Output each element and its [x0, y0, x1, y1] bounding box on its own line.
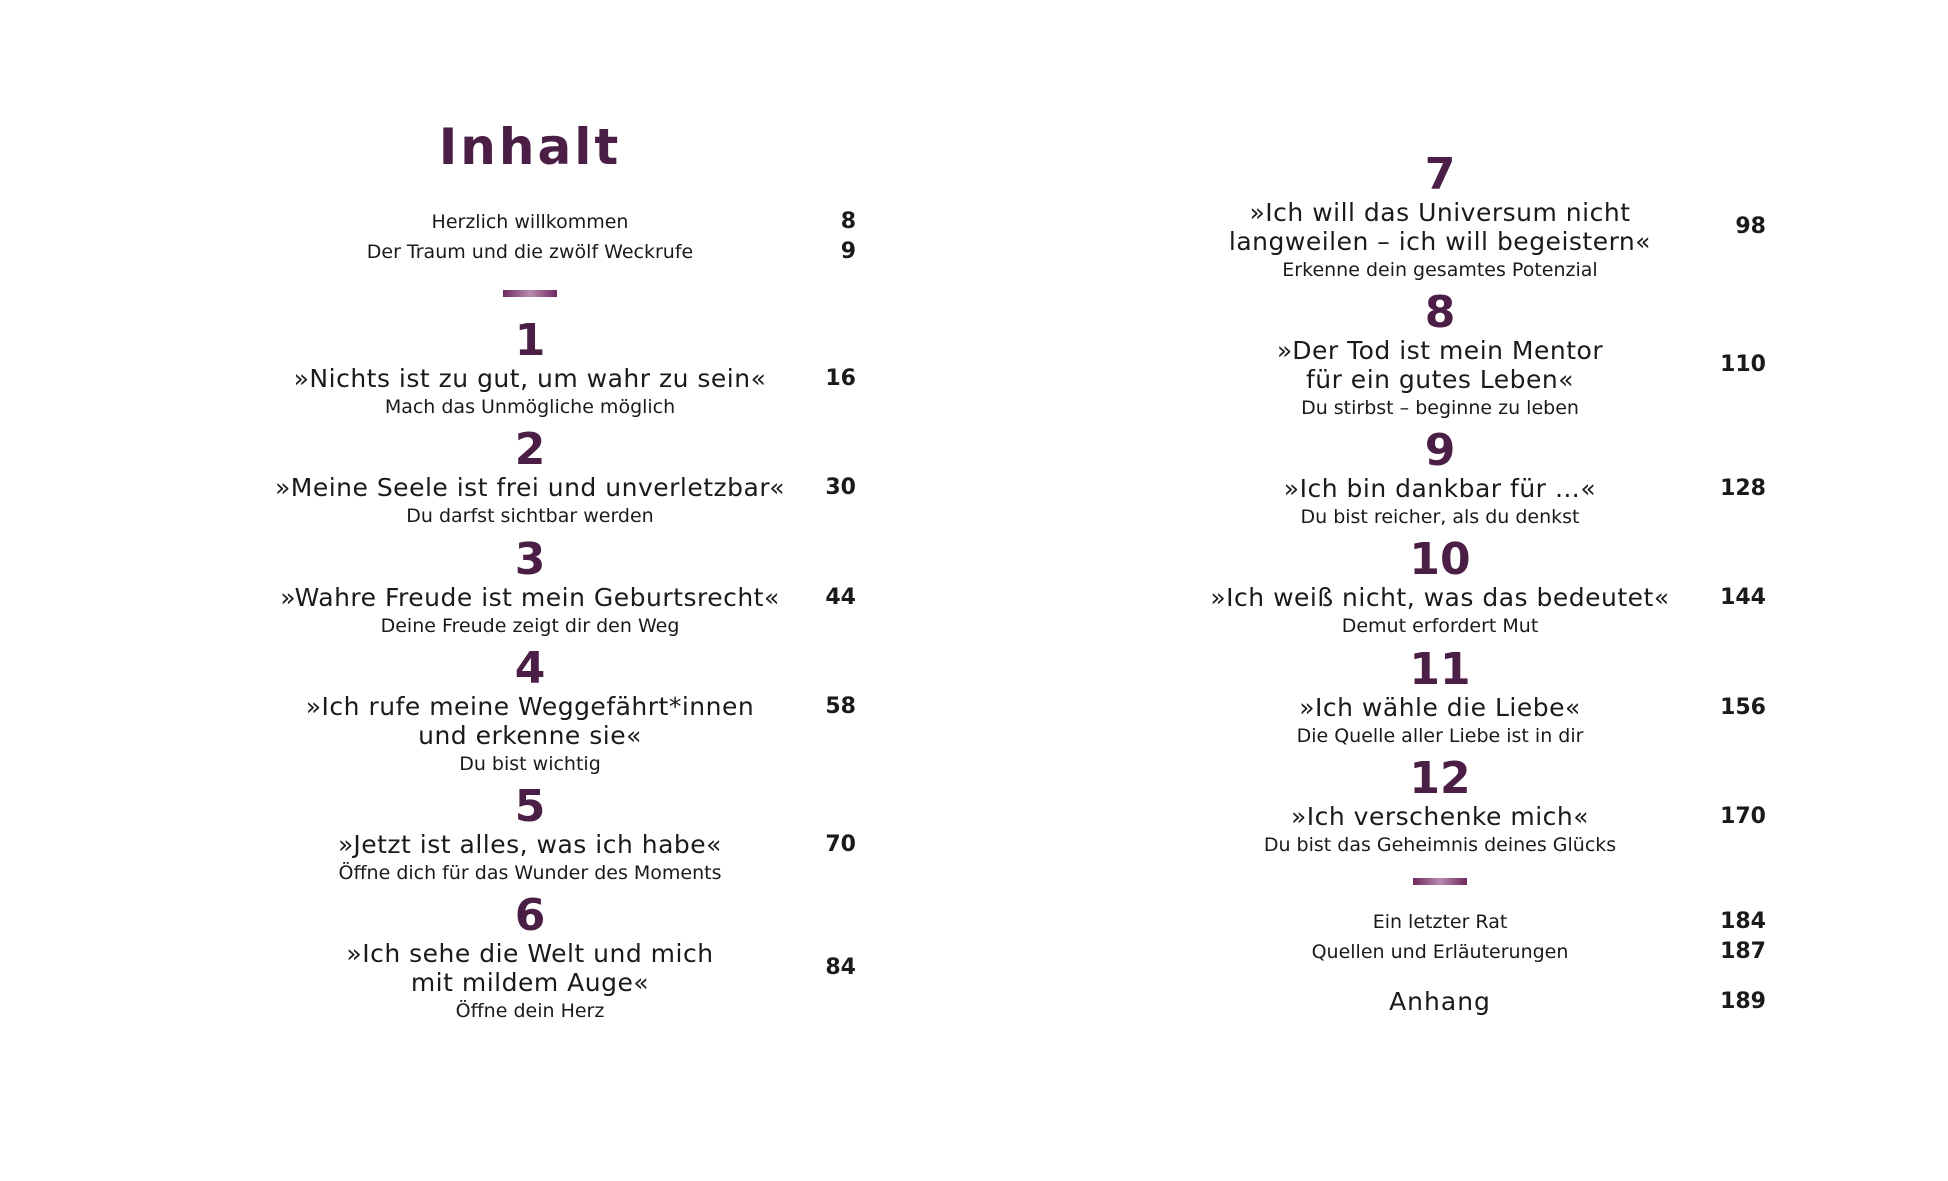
chapter-number: 3 — [514, 534, 546, 585]
chapter-number: 11 — [1409, 644, 1471, 695]
chapter-subtitle: Erkenne dein gesamtes Potenzial — [1282, 259, 1598, 281]
toc-chapter-9[interactable] — [1180, 425, 1766, 531]
entry-label: Quellen und Erläuterungen — [1311, 941, 1569, 963]
chapter-subtitle: Deine Freude zeigt dir den Weg — [380, 615, 680, 637]
toc-chapter-1[interactable] — [270, 315, 856, 421]
toc-chapter-4[interactable] — [270, 643, 856, 778]
chapter-subtitle: Du bist wichtig — [459, 753, 601, 775]
chapter-number: 4 — [514, 643, 546, 694]
chapter-number: 2 — [514, 424, 546, 475]
entry-page: 184 — [1720, 909, 1766, 934]
chapter-number: 1 — [514, 315, 546, 366]
entry-label: Der Traum und die zwölf Weckrufe — [366, 241, 694, 263]
toc-chapter-2[interactable] — [270, 424, 856, 530]
toc-entry-appendix[interactable] — [1180, 986, 1766, 1018]
chapter-page: 16 — [825, 366, 856, 391]
section-divider — [503, 290, 557, 297]
entry-page: 8 — [840, 209, 856, 234]
chapter-title-line2: für ein gutes Leben« — [1305, 365, 1575, 394]
page-title: Inhalt — [438, 118, 622, 176]
toc-chapter-10[interactable] — [1180, 534, 1766, 640]
chapter-title: »Wahre Freude ist mein Geburtsrecht« — [280, 583, 780, 612]
chapter-subtitle: Demut erfordert Mut — [1341, 615, 1539, 637]
chapter-title: »Der Tod ist mein Mentor — [1276, 336, 1604, 365]
chapter-subtitle: Öffne dein Herz — [455, 1000, 605, 1022]
entry-page: 9 — [840, 239, 856, 264]
chapter-title: »Ich weiß nicht, was das bedeutet« — [1210, 583, 1670, 612]
entry-page: 189 — [1720, 989, 1766, 1014]
chapter-page: 170 — [1720, 804, 1766, 829]
chapter-page: 128 — [1720, 476, 1766, 501]
entry-page: 187 — [1720, 939, 1766, 964]
chapter-page: 84 — [825, 955, 856, 980]
chapter-subtitle: Öffne dich für das Wunder des Moments — [338, 862, 722, 884]
chapter-page: 156 — [1720, 695, 1766, 720]
chapter-title: »Ich sehe die Welt und mich — [346, 939, 714, 968]
chapter-number: 12 — [1409, 753, 1471, 804]
toc-entry-dream[interactable] — [270, 237, 856, 267]
chapter-title-line2: und erkenne sie« — [418, 721, 642, 750]
chapter-page: 144 — [1720, 585, 1766, 610]
chapter-page: 110 — [1720, 352, 1766, 377]
chapter-number: 8 — [1424, 287, 1456, 338]
chapter-title: »Ich verschenke mich« — [1290, 802, 1590, 831]
toc-chapter-12[interactable] — [1180, 753, 1766, 859]
entry-label: Anhang — [1389, 987, 1491, 1016]
chapter-number: 9 — [1424, 425, 1456, 476]
chapter-subtitle: Du bist das Geheimnis deines Glücks — [1263, 834, 1617, 856]
toc-entry-welcome[interactable] — [270, 207, 856, 237]
chapter-title-line2: langweilen – ich will begeistern« — [1228, 227, 1652, 256]
entry-label: Ein letzter Rat — [1372, 911, 1508, 933]
chapter-subtitle: Du stirbst – beginne zu leben — [1301, 397, 1579, 419]
chapter-title: »Ich rufe meine Weggefährt*innen — [305, 692, 755, 721]
chapter-number: 10 — [1409, 534, 1471, 585]
toc-chapter-11[interactable] — [1180, 644, 1766, 750]
chapter-title: »Nichts ist zu gut, um wahr zu sein« — [293, 364, 767, 393]
toc-chapter-3[interactable] — [270, 534, 856, 640]
chapter-title: »Meine Seele ist frei und unverletzbar« — [274, 473, 786, 502]
chapter-number: 7 — [1424, 149, 1456, 200]
section-divider — [1413, 878, 1467, 885]
chapter-title-line2: mit mildem Auge« — [410, 968, 650, 997]
toc-chapter-6[interactable] — [270, 890, 856, 1025]
chapter-title: »Jetzt ist alles, was ich habe« — [338, 830, 722, 859]
chapter-page: 44 — [825, 585, 856, 610]
chapter-subtitle: Du bist reicher, als du denkst — [1300, 506, 1580, 528]
toc-chapter-7[interactable] — [1180, 149, 1766, 284]
chapter-number: 6 — [514, 890, 546, 941]
chapter-number: 5 — [514, 781, 546, 832]
chapter-page: 58 — [825, 694, 856, 719]
chapter-page: 98 — [1735, 214, 1766, 239]
chapter-title: »Ich will das Universum nicht — [1249, 198, 1631, 227]
toc-chapter-5[interactable] — [270, 781, 856, 887]
chapter-subtitle: Die Quelle aller Liebe ist in dir — [1296, 725, 1584, 747]
chapter-page: 70 — [825, 832, 856, 857]
toc-entry-sources[interactable] — [1180, 937, 1766, 967]
entry-label: Herzlich willkommen — [431, 211, 629, 233]
toc-chapter-8[interactable] — [1180, 287, 1766, 422]
chapter-page: 30 — [825, 475, 856, 500]
toc-entry-last-advice[interactable] — [1180, 907, 1766, 937]
chapter-title: »Ich bin dankbar für …« — [1283, 474, 1597, 503]
chapter-subtitle: Du darfst sichtbar werden — [406, 505, 654, 527]
chapter-subtitle: Mach das Unmögliche möglich — [384, 396, 676, 418]
chapter-title: »Ich wähle die Liebe« — [1299, 693, 1581, 722]
